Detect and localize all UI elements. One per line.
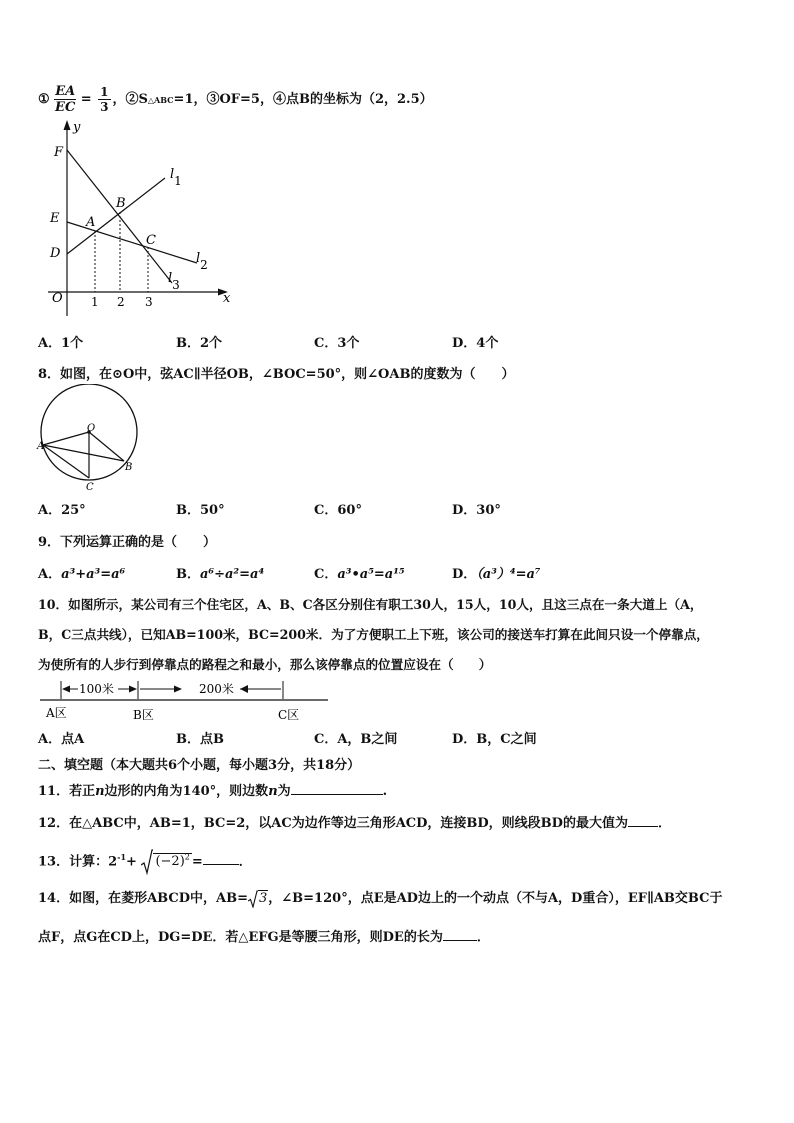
line-l1-label: l1 (170, 167, 182, 188)
point-c-label: C (146, 233, 156, 248)
q8-option-a[interactable]: A．25° (38, 503, 86, 518)
zone-b-label: B区 (133, 708, 154, 722)
q11-middle: 边形的内角为140°，则边数 (104, 784, 269, 799)
q7-option-d[interactable]: D．4个 (452, 336, 499, 351)
x-tick-2: 2 (117, 295, 125, 309)
fraction-numerator: 1 (100, 85, 109, 99)
point-d-label: D (50, 246, 61, 261)
q14-line1-a: 14．如图，在菱形ABCD中，AB= (38, 891, 248, 906)
q14-end: ． (476, 930, 490, 945)
fraction-ea-ec (54, 84, 76, 115)
q8-stem: 8．如图，在⊙O中，弦AC∥半径OB，∠BOC=50°，则∠OAB的度数为（ ） (38, 367, 515, 382)
q14-stem-line2 (38, 926, 490, 945)
fraction-numerator: EA (55, 84, 76, 99)
q14-line1-b: ，∠B=120°，点E是AD边上的一个动点（不与A，D重合），EF∥AB交BC于 (268, 891, 723, 906)
q11-suffix: 为 (277, 784, 291, 799)
ab-distance-label: 100米 (79, 682, 114, 696)
q11-stem (38, 780, 387, 799)
q13-prefix: 13．计算：2 (38, 854, 118, 870)
ab-arrow-left (62, 686, 70, 693)
section-two-heading: 二、填空题（本大题共6个小题，每小题3分，共18分） (38, 758, 361, 773)
point-a-label: A (37, 441, 45, 452)
exponent: -1 (117, 852, 127, 862)
q10-stem-line3: 为使所有的人步行到停靠点的路程之和最小，那么该停靠点的位置应设在（ ） (38, 657, 492, 672)
point-o-label: O (87, 423, 96, 434)
item2-prefix: ，②S (112, 92, 148, 107)
q9-option-a[interactable] (38, 563, 125, 582)
q10-option-d[interactable]: D．B，C之间 (452, 732, 537, 747)
line-l2-label: l2 (196, 251, 208, 272)
sqrt-radicand: 3 (259, 891, 268, 906)
variable-n: n (268, 784, 278, 799)
bc-arrow-left (174, 686, 182, 693)
q10-option-a[interactable]: A．点A (38, 732, 85, 747)
y-axis-label: y (73, 120, 81, 135)
point-b-label: B (125, 462, 133, 473)
point-c-label: C (86, 482, 94, 493)
variable-n: n (95, 784, 105, 799)
q7-option-c[interactable]: C．3个 (314, 336, 360, 351)
q14-stem-line1 (38, 888, 723, 910)
circled-one: ① (38, 92, 50, 107)
option-label: A． (38, 567, 62, 582)
q9-option-b[interactable] (176, 563, 264, 582)
q11-prefix: 11．若正 (38, 784, 96, 799)
fraction-denominator: 3 (100, 100, 109, 114)
plus-sign: + (126, 854, 137, 870)
option-label: C． (314, 567, 338, 582)
option-expression: a³+a³=a⁶ (61, 567, 126, 582)
point-a-label: A (86, 215, 96, 230)
point-e-label: E (50, 211, 60, 226)
radius-ob (89, 432, 124, 461)
q10-stem-line2: B，C三点共线），已知AB=100米，BC=200米．为了方便职工上下班，该公司的接送车打算在此间只设一个停靠点， (38, 627, 709, 642)
q14-line2-text: 点F，点G在CD上，DG=DE．若△EFG是等腰三角形，则DE的长为 (38, 930, 443, 945)
q12-end: ． (657, 816, 671, 831)
q7-option-b[interactable]: B．2个 (176, 336, 223, 351)
bc-distance-label: 200米 (199, 682, 234, 696)
radicand (153, 853, 191, 869)
q7-line-graph (38, 118, 238, 320)
point-b-label: B (116, 196, 126, 211)
x-tick-1: 1 (91, 295, 99, 309)
q7-statement (38, 82, 433, 118)
radicand-exponent: 2 (184, 853, 190, 862)
y-axis-arrow (64, 120, 71, 130)
fraction-one-third (98, 85, 110, 114)
q9-stem: 9．下列运算正确的是（ ） (38, 535, 217, 550)
q13-end: ． (238, 854, 252, 870)
option-expression: （a³）⁴=a⁷ (476, 567, 541, 582)
item2-subscript: △ABC (147, 95, 174, 105)
bc-arrow-right (240, 685, 248, 693)
origin-label: O (52, 291, 63, 306)
answer-blank[interactable] (203, 863, 239, 865)
x-tick-3: 3 (145, 295, 153, 309)
equals-sign: = (80, 92, 92, 107)
x-axis-label: x (223, 291, 231, 306)
q11-end: . (382, 784, 388, 799)
option-expression: a⁶÷a²=a⁴ (200, 567, 265, 582)
q8-option-d[interactable]: D．30° (452, 503, 501, 518)
q10-option-b[interactable]: B．点B (176, 732, 224, 747)
q10-stem-line1: 10．如图所示，某公司有三个住宅区，A、B、C各区分别住有职工30人，15人，10人，且这三点在一条大道上（A， (38, 597, 703, 612)
answer-blank[interactable] (443, 939, 477, 941)
q12-text: 12．在△ABC中，AB=1，BC=2，以AC为边作等边三角形ACD，连接BD，则线段BD的最大值为 (38, 816, 628, 831)
zone-c-label: C区 (278, 708, 300, 722)
option-label: B． (176, 567, 200, 582)
answer-blank[interactable] (628, 825, 658, 827)
q8-option-b[interactable]: B．50° (176, 503, 225, 518)
option-expression: a³•a⁵=a¹⁵ (337, 567, 405, 582)
q13-stem (38, 842, 252, 872)
item2-suffix: =1，③OF=5，④点B的坐标为（2，2.5） (173, 92, 433, 107)
q9-option-d[interactable] (452, 563, 541, 582)
answer-blank[interactable] (291, 793, 383, 795)
q8-option-c[interactable]: C．60° (314, 503, 362, 518)
zone-a-label: A区 (46, 706, 67, 720)
q7-option-a[interactable]: A．1个 (38, 336, 84, 351)
sqrt-symbol-icon (141, 849, 153, 875)
q10-option-c[interactable]: C．A，B之间 (314, 732, 398, 747)
q9-option-c[interactable] (314, 563, 405, 582)
sqrt-symbol-icon (248, 890, 258, 908)
equals-sign: = (191, 854, 203, 870)
option-label: D． (452, 567, 477, 582)
ab-arrow-right (129, 686, 137, 693)
segment-ao (43, 432, 89, 445)
fraction-denominator: EC (55, 100, 76, 115)
radicand-base: (−2) (155, 854, 185, 870)
point-f-label: F (54, 145, 64, 160)
q12-stem (38, 812, 671, 831)
line-l3-label: l3 (168, 271, 180, 292)
q10-road-diagram (38, 676, 338, 724)
q8-circle-figure (36, 384, 140, 494)
